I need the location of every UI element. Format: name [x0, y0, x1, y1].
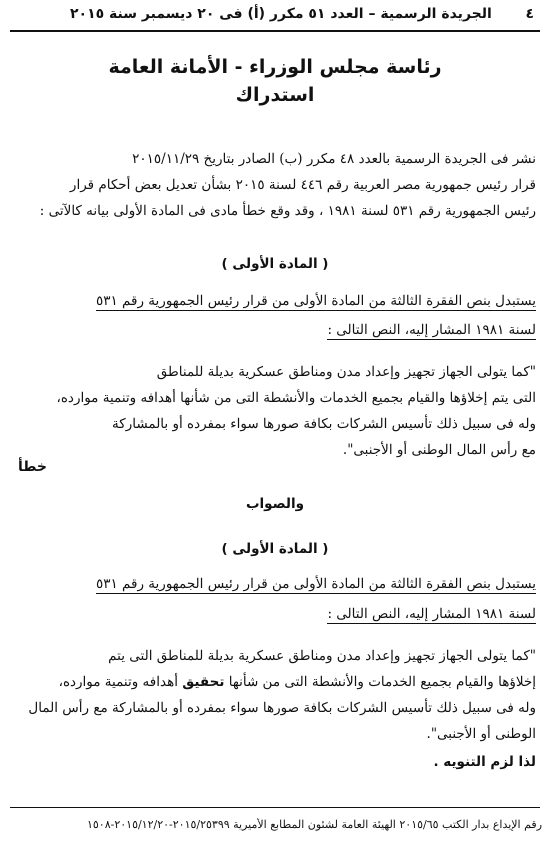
error-text-line-3: وله فى سبيل ذلك تأسيس الشركات بكافة صورها سواء بمفرده أو بالمشاركة — [112, 416, 536, 432]
page-header — [10, 4, 540, 32]
error-quoted-text — [10, 359, 536, 463]
document-subtitle: استدراك — [235, 84, 315, 106]
correct-underlined-line-2: لسنة ١٩٨١ المشار إليه، النص التالى : — [327, 606, 536, 622]
footer-divider — [10, 807, 540, 808]
intro-line-1: نشر فى الجريدة الرسمية بالعدد ٤٨ مكرر (ب) الصادر بتاريخ ٢٠١٥/١١/٢٩ — [132, 151, 536, 167]
error-underlined-line-2: لسنة ١٩٨١ المشار إليه، النص التالى : — [327, 322, 536, 338]
page-number: ٤ — [525, 6, 534, 22]
error-text-line-2: التى يتم إخلاؤها والقيام بجميع الخدمات والأنشطة التى من شأنها أهدافه وتنمية موارده، — [56, 390, 536, 406]
correct-underlined-line-1: يستبدل بنص الفقرة الثالثة من المادة الأولى من قرار رئيس الجمهورية رقم ٥٣١ — [96, 576, 536, 592]
emphasized-word: تحقيق — [182, 674, 225, 690]
error-text-line-1: "كما يتولى الجهاز تجهيز وإعداد مدن ومناطق عسكرية بديلة للمناطق — [156, 364, 536, 380]
footer-deposit-number: رقم الإيداع بدار الكتب ٢٠١٥/٦٥ الهيئة العامة لشئون المطابع الأميرية ٢٠١٥/٢٥٣٩٩-٢٠١٥/١٢/٢٠-١٥٠٨ — [86, 818, 542, 831]
intro-paragraph — [10, 146, 536, 224]
error-article-heading: ( المادة الأولى ) — [221, 256, 329, 272]
correct-text-line-4: الوطنى أو الأجنبى". — [426, 726, 536, 742]
header-title: الجريدة الرسمية – العدد ٥١ مكرر (أ) فى ٢٠ ديسمبر سنة ٢٠١٥ — [70, 6, 492, 22]
intro-line-2: قرار رئيس جمهورية مصر العربية رقم ٤٤٦ لسنة ٢٠١٥ بشأن تعديل بعض أحكام قرار — [69, 177, 536, 193]
correct-text-line-3: وله فى سبيل ذلك تأسيس الشركات بكافة صورها سواء بمفرده أو بالمشاركة مع رأس المال — [28, 700, 536, 716]
correct-article-heading: ( المادة الأولى ) — [221, 541, 329, 557]
correct-quoted-text — [10, 643, 536, 747]
intro-line-3: رئيس الجمهورية رقم ٥٣١ لسنة ١٩٨١ ، وقد وقع خطأ مادى فى المادة الأولى بيانه كالآتى : — [39, 203, 536, 219]
correct-text-line-1: "كما يتولى الجهاز تجهيز وإعداد مدن ومناطق عسكرية بديلة للمناطق التى يتم — [108, 648, 536, 664]
error-underlined-line-1: يستبدل بنص الفقرة الثالثة من المادة الأولى من قرار رئيس الجمهورية رقم ٥٣١ — [96, 293, 536, 309]
correct-text-line-2: إخلاؤها والقيام بجميع الخدمات والأنشطة التى من شأنها تحقيق أهدافه وتنمية موارده، — [58, 674, 536, 690]
error-text-line-4: مع رأس المال الوطنى أو الأجنبى". — [342, 442, 536, 458]
document-title: رئاسة مجلس الوزراء - الأمانة العامة — [108, 56, 442, 78]
error-label: خطأ — [18, 459, 47, 475]
closing-note: لذا لزم التنويه . — [433, 754, 536, 770]
correction-heading: والصواب — [245, 496, 305, 512]
